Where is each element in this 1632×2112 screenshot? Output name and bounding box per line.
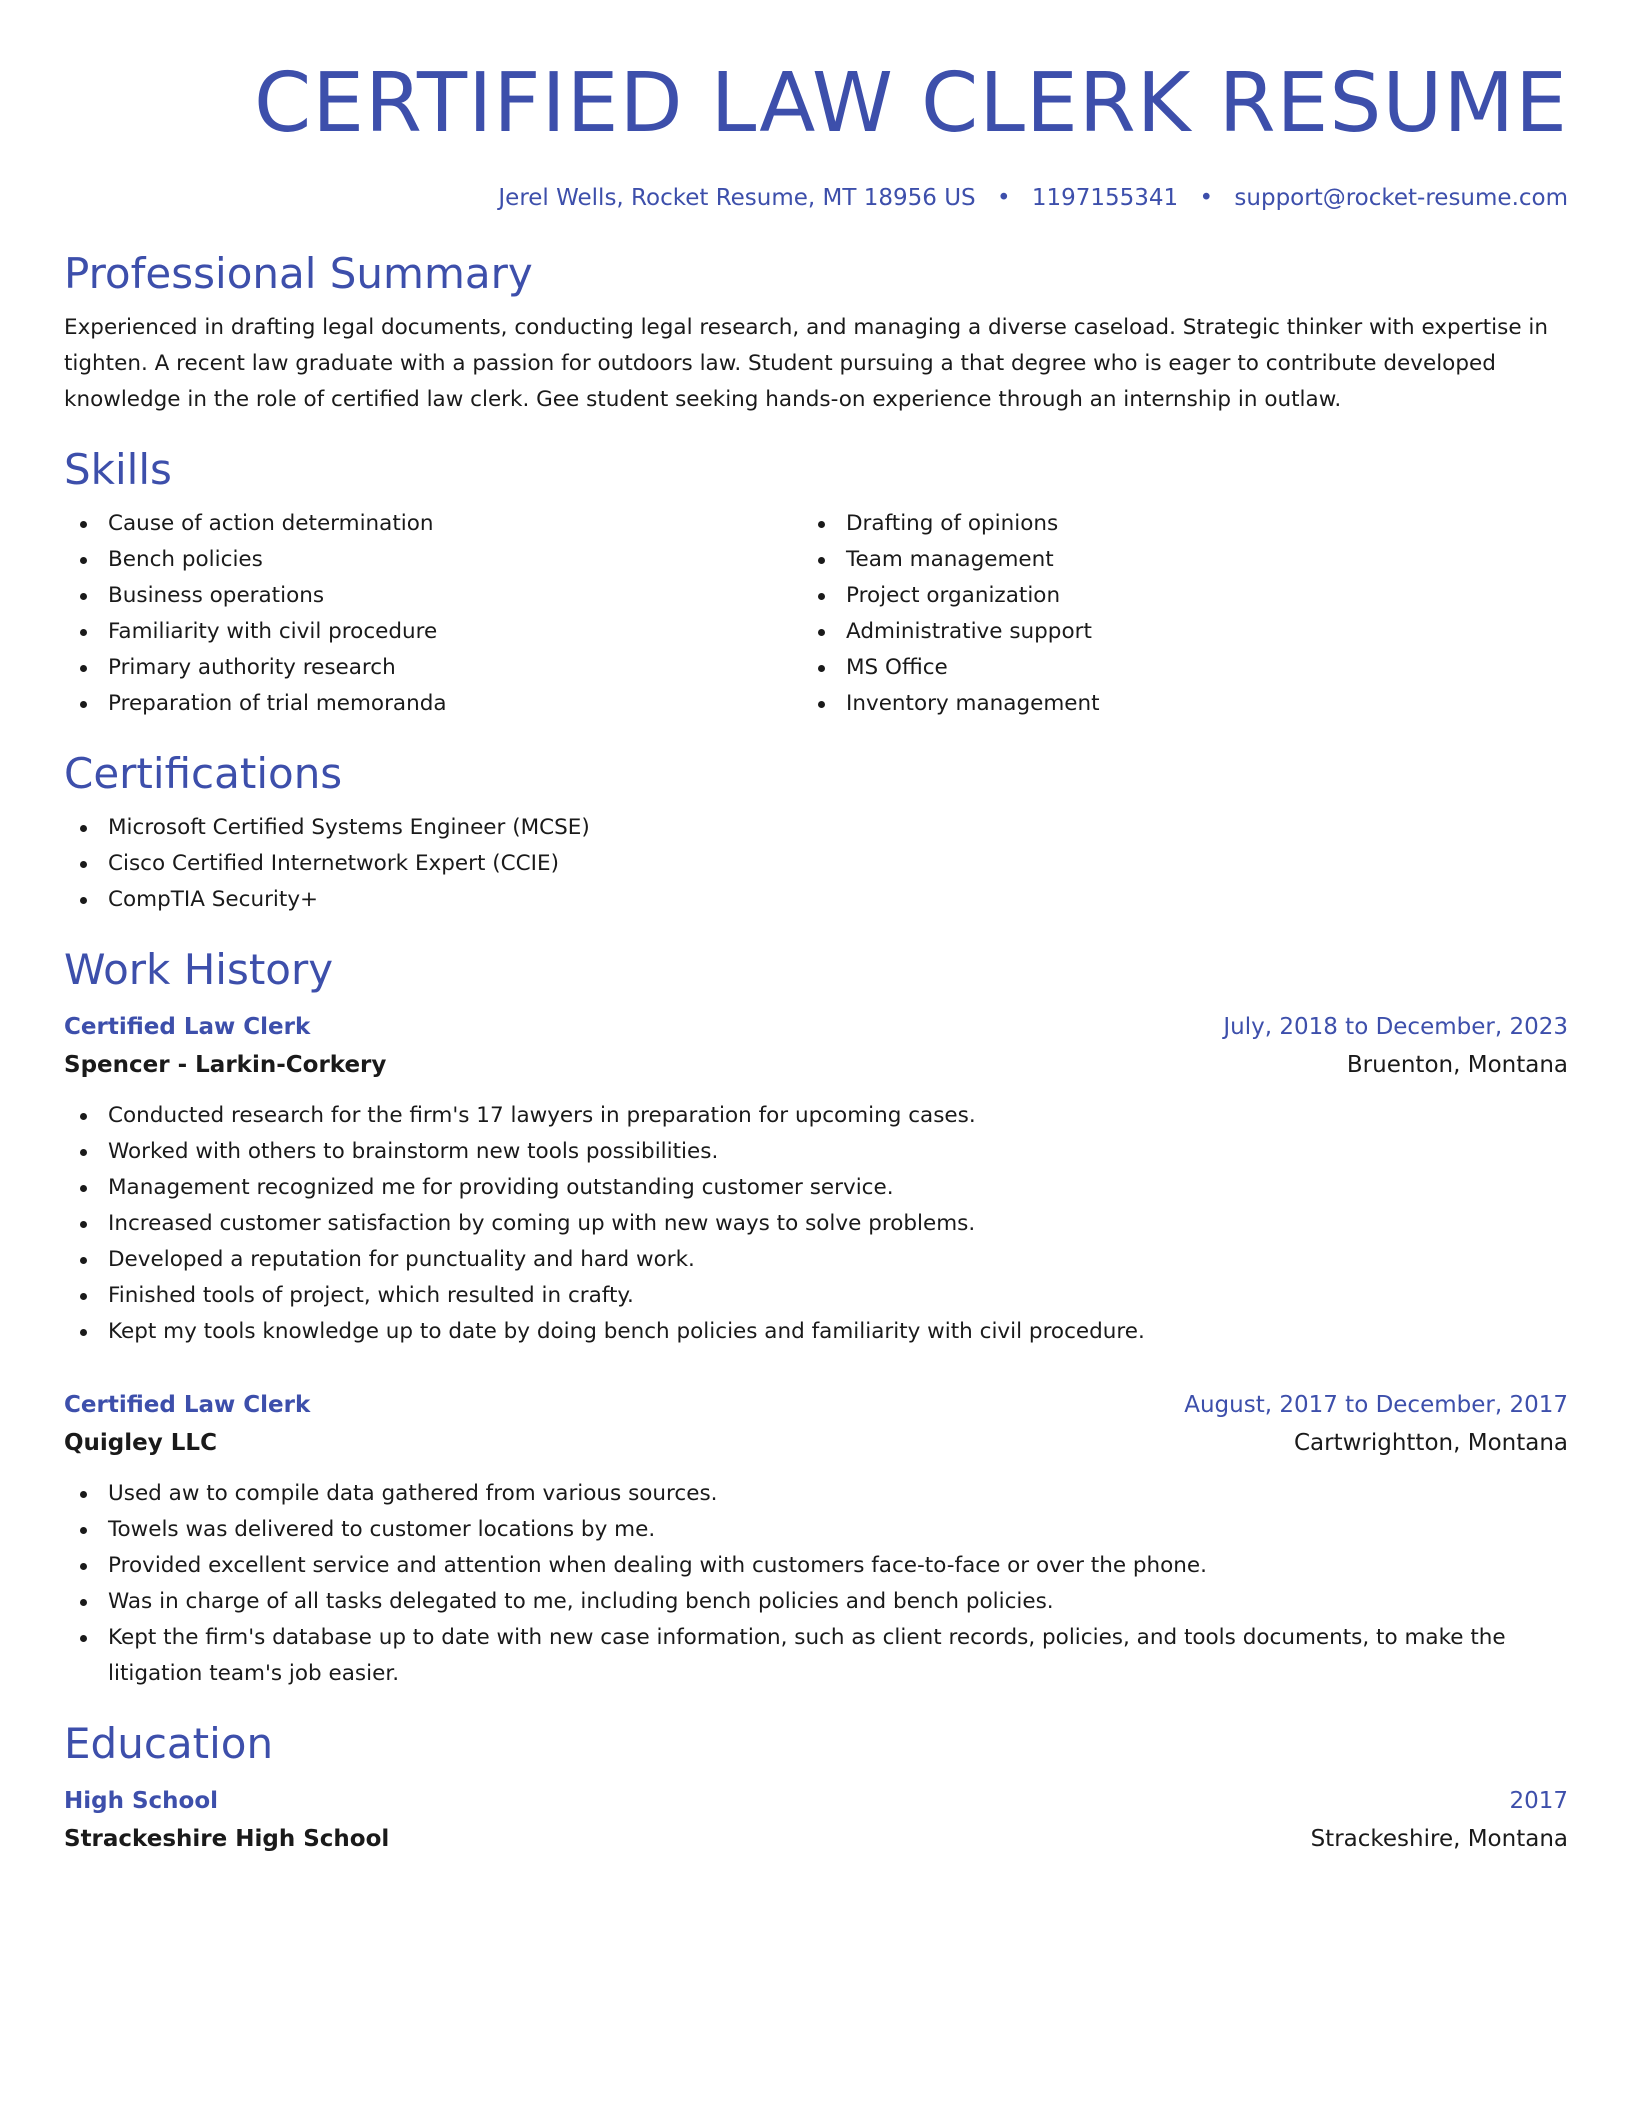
skill-item: Drafting of opinions [802,506,1502,542]
skill-item: Inventory management [802,686,1502,722]
job-duty-item: Towels was delivered to customer locations by me. [64,1512,1568,1548]
certifications-list [64,810,1568,918]
job-duty-item: Worked with others to brainstorm new tools possibilities. [64,1134,1568,1170]
certification-item: Microsoft Certified Systems Engineer (MCSE) [64,810,1568,846]
job-duty-item: Conducted research for the firm's 17 lawyers in preparation for upcoming cases. [64,1098,1568,1134]
skills-column-left [64,506,802,722]
job-company: Quigley LLC [64,1430,217,1456]
contact-separator: • [1199,185,1214,211]
job-duties [64,1098,1568,1350]
job-duty-item: Kept my tools knowledge up to date by doing bench policies and familiarity with civil procedure. [64,1314,1568,1350]
contact-email: support@rocket-resume.com [1234,185,1568,211]
job-duty-item: Increased customer satisfaction by coming up with new ways to solve problems. [64,1206,1568,1242]
skill-item: Bench policies [64,542,802,578]
job-duty-item: Developed a reputation for punctuality and hard work. [64,1242,1568,1278]
skills-heading: Skills [64,445,172,494]
job-dates: July, 2018 to December, 2023 [1223,1014,1568,1040]
skill-item: Business operations [64,578,802,614]
contact-separator: • [996,185,1011,211]
contact-address: Jerel Wells, Rocket Resume, MT 18956 US [498,185,976,211]
summary-text: Experienced in drafting legal documents, conducting legal research, and managing a diverse caseload. Strategic thinker with expertise in tighten. A recent law graduate with a passion for outdoors law. Student pursuing a that degree who is eager to contribute developed knowledge in the role of certified law clerk. Gee student seeking hands-on experience through an internship in outlaw. [64,315,1549,412]
skill-item: Administrative support [802,614,1502,650]
job-title: Certified Law Clerk [64,1392,311,1418]
job-duty-item: Kept the firm's database up to date with new case information, such as client records, policies, and tools documents, to make the litigation team's job easier. [64,1620,1568,1692]
job-location: Cartwrightton, Montana [1293,1430,1568,1456]
job-title: Certified Law Clerk [64,1014,311,1040]
job-entry [64,1386,1568,1692]
job-dates: August, 2017 to December, 2017 [1184,1392,1568,1418]
certification-item: Cisco Certified Internetwork Expert (CCIE) [64,846,1568,882]
education-entry [64,1782,1568,1858]
skill-item: MS Office [802,650,1502,686]
contact-phone: 1197155341 [1031,185,1179,211]
skill-item: Team management [802,542,1502,578]
education-location: Strackeshire, Montana [1310,1826,1568,1852]
skill-item: Cause of action determination [64,506,802,542]
skill-item: Project organization [802,578,1502,614]
job-duty-item: Was in charge of all tasks delegated to me, including bench policies and bench policies. [64,1584,1568,1620]
job-duty-item: Used aw to compile data gathered from various sources. [64,1476,1568,1512]
resume-title: CERTIFIED LAW CLERK RESUME [253,56,1568,151]
job-duties [64,1476,1568,1692]
work-history-heading: Work History [64,945,334,994]
skill-item: Familiarity with civil procedure [64,614,802,650]
job-entry [64,1008,1568,1350]
certifications-heading: Certifications [64,749,343,798]
education-heading: Education [64,1719,274,1768]
certification-item: CompTIA Security+ [64,882,1568,918]
contact-line [64,182,1568,214]
skills-column-right [802,506,1502,722]
job-company: Spencer - Larkin-Corkery [64,1052,387,1078]
education-year: 2017 [1509,1788,1568,1814]
job-duty-item: Provided excellent service and attention when dealing with customers face-to-face or over the phone. [64,1548,1568,1584]
skill-item: Preparation of trial memoranda [64,686,802,722]
job-duty-item: Finished tools of project, which resulted in crafty. [64,1278,1568,1314]
education-school: Strackeshire High School [64,1826,390,1852]
skill-item: Primary authority research [64,650,802,686]
skills-list [64,506,1568,722]
summary-heading: Professional Summary [64,249,533,298]
job-duty-item: Management recognized me for providing outstanding customer service. [64,1170,1568,1206]
education-degree: High School [64,1788,219,1814]
job-location: Bruenton, Montana [1346,1052,1568,1078]
